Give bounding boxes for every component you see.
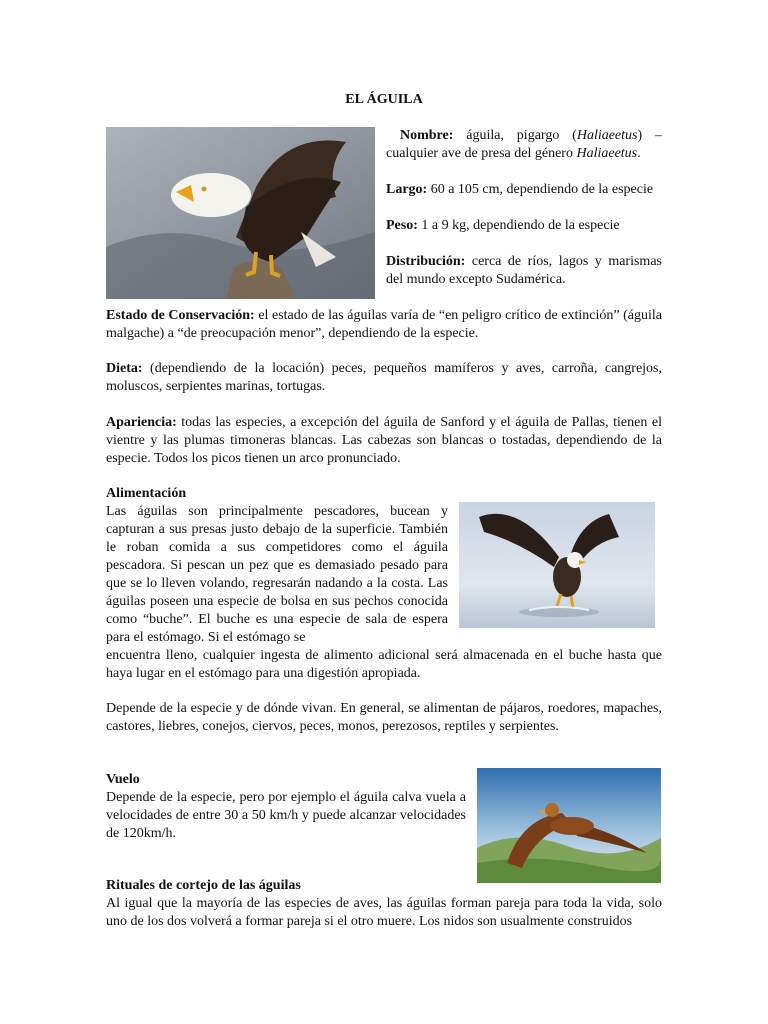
largo-label: Largo:	[386, 182, 428, 197]
alimentacion-paragraph-2: Depende de la especie y de dónde vivan. En general, se alimentan de pájaros, roedores, mapaches, castores, liebres, conejos, ciervos, peces, monos, perezosos, reptiles y serpientes.	[106, 701, 662, 734]
alimentacion-heading: Alimentación	[106, 486, 187, 501]
rituales-text: Al igual que la mayoría de las especies de aves, las águilas forman pareja para toda la vida, solo uno de los dos volverá a formar pareja si el otro muere. Los nidos son usualmente construidos	[106, 896, 662, 929]
apariencia-label: Apariencia:	[106, 415, 177, 430]
vuelo-heading: Vuelo	[106, 772, 140, 787]
bald-eagle-perched-photo	[106, 127, 375, 299]
distribucion-paragraph	[386, 253, 662, 289]
eagle-flying-photo	[477, 768, 661, 883]
nombre-label: Nombre:	[400, 128, 454, 143]
genus-name-2: Haliaeetus	[576, 146, 638, 161]
nombre-paragraph	[386, 127, 662, 163]
vuelo-text: Depende de la especie, pero por ejemplo el águila calva vuela a velocidades de entre 30 a 50 km/h y puede alcanzar velocidades de 120km/h.	[106, 790, 466, 841]
dieta-text: (dependiendo de la locación) peces, pequeños mamíferos y aves, carroña, cangrejos, moluscos, serpientes marinas, tortugas.	[106, 361, 662, 394]
nombre-text-2: ) – cualquier ave de presa del género	[386, 128, 662, 161]
peso-label: Peso:	[386, 218, 418, 233]
dieta-label: Dieta:	[106, 361, 143, 376]
rituales-heading: Rituales de cortejo de las águilas	[106, 878, 301, 893]
dieta-paragraph	[106, 360, 662, 396]
apariencia-paragraph	[106, 414, 662, 468]
alimentacion-full-text: encuentra lleno, cualquier ingesta de alimento adicional será almacenada en el buche hasta que haya lugar en el estómago para una digestión apropiada.	[106, 648, 662, 681]
largo-paragraph	[386, 181, 662, 199]
nombre-text-3: .	[637, 146, 641, 161]
largo-text: 60 a 105 cm, dependiendo de la especie	[427, 182, 654, 197]
estado-text: el estado de las águilas varía de “en peligro crítico de extinción” (águila malgache) a “de preocupación menor”, dependiendo de la especie.	[106, 308, 663, 341]
estado-paragraph	[106, 307, 662, 343]
distribucion-label: Distribución:	[386, 254, 466, 269]
nombre-text-1: águila, pigargo (	[453, 128, 577, 143]
eagle-fishing-photo	[459, 502, 655, 628]
peso-paragraph	[386, 217, 662, 235]
estado-label: Estado de Conservación:	[106, 308, 255, 323]
distribucion-text: cerca de ríos, lagos y marismas del mundo excepto Sudamérica.	[386, 254, 662, 287]
genus-name: Haliaeetus	[576, 128, 638, 143]
page-title: EL ÁGUILA	[345, 92, 423, 107]
apariencia-text: todas las especies, a excepción del águila de Sanford y el águila de Pallas, tienen el vientre y las plumas timoneras blancas. Las cabezas son blancas o tostadas, dependiendo de la especie. Todos los picos tienen un arco pronunciado.	[106, 415, 662, 466]
alimentacion-wrapped-text: Las águilas son principalmente pescadores, bucean y capturan a sus presas justo debajo de la superficie. También le roban comida a sus competidores como el águila pescadora. Si pescan un pez que es demasiado pesado para que se lo lleven volando, regresarán nadando a la costa. Las águilas poseen una especie de bolsa en sus pechos conocida como “buche”. El buche es una especie de sala de espera para el estómago. Si el estómago se	[106, 504, 448, 645]
peso-text: 1 a 9 kg, dependiendo de la especie	[417, 218, 620, 233]
